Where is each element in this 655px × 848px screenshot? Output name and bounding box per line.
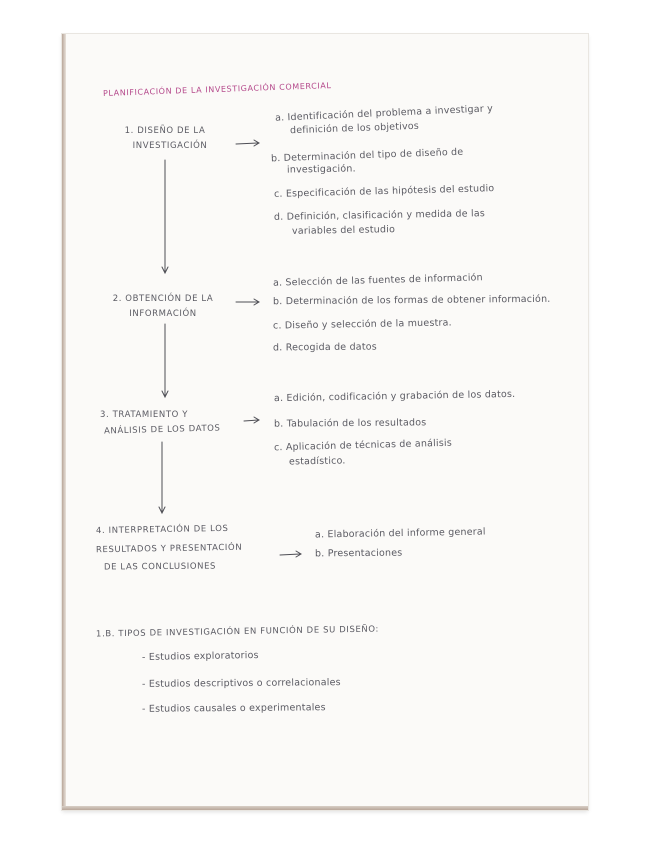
- step-2-item-a: a. Selección de las fuentes de información: [272, 272, 483, 289]
- step-2-item-d: d. Recogida de datos: [272, 341, 377, 354]
- section-2-item-3: - Estudios causales o experimentales: [141, 702, 326, 715]
- step-3-item-c-line-2: estadístico.: [288, 455, 346, 468]
- section-2-heading: 1.B. TIPOS DE INVESTIGACIÓN EN FUNCIÓN DE SU DISEÑO:: [95, 624, 380, 640]
- step-3-label-line-1: 3. TRATAMIENTO Y: [100, 410, 189, 420]
- step-4-item-a: a. Elaboración del informe general: [314, 526, 486, 541]
- step-4-label-line-3: DE LAS CONCLUSIONES: [103, 561, 217, 573]
- section-2-item-1: - Estudios exploratorios: [141, 649, 259, 664]
- step-3-item-b: b. Tabulación de los resultados: [273, 417, 427, 430]
- paper-edge: [62, 34, 66, 810]
- step-1-item-a-line-2: definición de los objetivos: [289, 120, 420, 137]
- step-1-label-line-2: INVESTIGACIÓN: [132, 141, 208, 151]
- step-2-label-line-1: 2. OBTENCIÓN DE LA: [112, 294, 214, 304]
- step-3-item-a: a. Edición, codificación y grabación de los datos.: [273, 388, 516, 405]
- page-title: PLANIFICACIÓN DE LA INVESTIGACIÓN COMERCIAL: [102, 81, 332, 98]
- step-1-item-b-line-1: b. Determinación del tipo de diseño de: [270, 146, 464, 165]
- step-1-item-b-line-2: investigación.: [286, 163, 356, 176]
- step-4-item-b: b. Presentaciones: [314, 547, 403, 560]
- section-2-item-2: - Estudios descriptivos o correlacionales: [141, 677, 341, 690]
- step-3-item-c-line-1: c. Aplicación de técnicas de análisis: [273, 437, 453, 454]
- step-1-label-line-1: 1. DISEÑO DE LA: [124, 126, 206, 136]
- step-3-label-line-2: ANÁLISIS DE LOS DATOS: [103, 423, 221, 437]
- step-4-label-line-2: RESULTADOS Y PRESENTACIÓN: [95, 542, 243, 556]
- step-1-item-d-line-1: d. Definición, clasificación y medida de las: [273, 208, 486, 223]
- step-1-item-d-line-2: variables del estudio: [291, 224, 396, 237]
- step-2-item-c: c. Diseño y selección de la muestra.: [272, 317, 452, 332]
- step-1-item-a-line-1: a. Identificación del problema a investigar y: [274, 103, 494, 124]
- step-2-label-line-2: INFORMACIÓN: [129, 309, 197, 319]
- step-2-item-b: b. Determinación de los formas de obtener información.: [272, 293, 551, 308]
- step-1-item-c: c. Especificación de las hipótesis del estudio: [273, 183, 495, 200]
- paper-edge-bottom: [62, 806, 588, 810]
- step-4-label-line-1: 4. INTERPRETACIÓN DE LOS: [95, 523, 229, 537]
